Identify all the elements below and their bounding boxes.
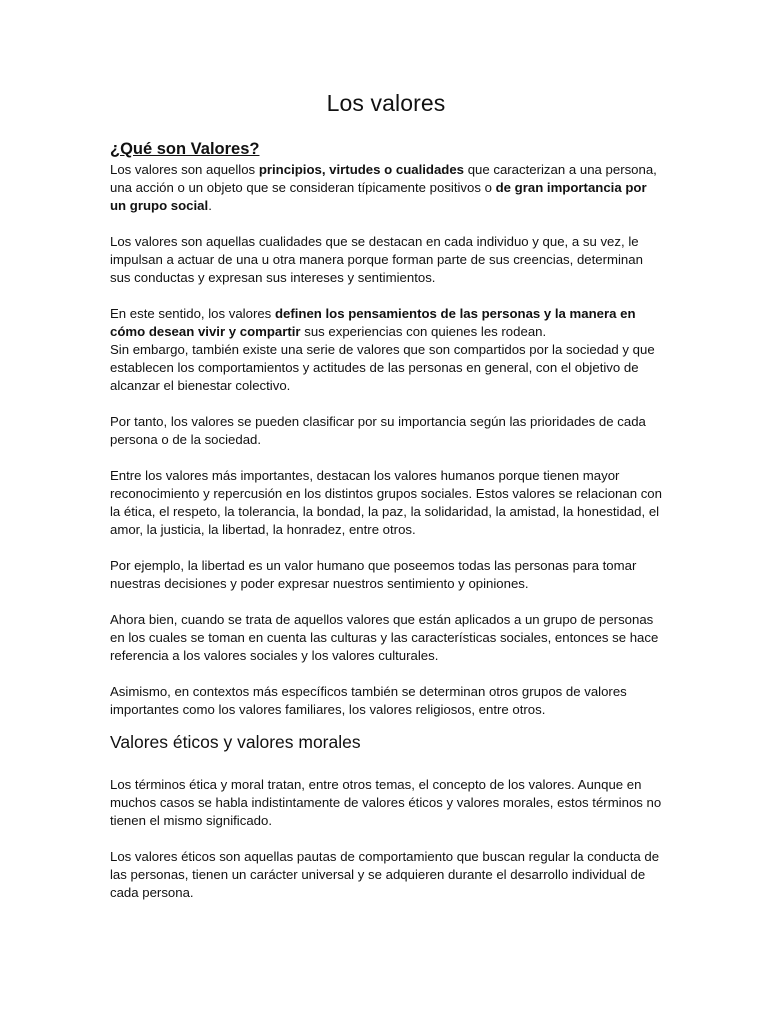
paragraph: Asimismo, en contextos más específicos también se determinan otros grupos de valores importantes como los valores familiares, los valores religiosos, entre otros. xyxy=(110,684,627,717)
paragraph: Sin embargo, también existe una serie de valores que son compartidos por la sociedad y que establecen los comportamientos y actitudes de las personas en general, con el objetivo de alcanzar el bienestar colectivo. xyxy=(110,342,655,393)
section-heading-que-son-valores: ¿Qué son Valores? xyxy=(110,140,260,158)
paragraph: Entre los valores más importantes, destacan los valores humanos porque tienen mayor reconocimiento y repercusión en los distintos grupos sociales. Estos valores se relacionan con la ética, el respeto, la tolerancia, la bondad, la paz, la solidaridad, la amistad, la honestidad, el amor, la justicia, la libertad, la honradez, entre otros. xyxy=(110,468,662,537)
paragraph: Los valores son aquellas cualidades que se destacan en cada individuo y que, a su vez, le impulsan a actuar de una u otra manera porque forman parte de sus creencias, determinan sus conductas y expresan sus intereses y sentimientos. xyxy=(110,234,643,285)
paragraph xyxy=(110,305,662,341)
document-page xyxy=(110,88,662,920)
paragraph: Los términos ética y moral tratan, entre otros temas, el concepto de los valores. Aunque en muchos casos se habla indistintamente de valores éticos y valores morales, estos términos no tienen el mismo significado. xyxy=(110,777,662,828)
section-heading-valores-eticos-morales: Valores éticos y valores morales xyxy=(110,732,361,752)
bold-text-run: de gran importancia por un grupo social xyxy=(110,180,647,213)
text-run: En este sentido, los valores xyxy=(110,306,275,321)
paragraph: Los valores éticos son aquellas pautas de comportamiento que buscan regular la conducta de las personas, tienen un carácter universal y se adquieren durante el desarrollo individual de cada persona. xyxy=(110,849,660,900)
paragraph: Ahora bien, cuando se trata de aquellos valores que están aplicados a un grupo de personas en los cuales se toman en cuenta las culturas y las características sociales, entonces se hace referencia a los valores sociales y los valores culturales. xyxy=(110,612,659,663)
text-run: sus experiencias con quienes les rodean. xyxy=(300,324,547,339)
paragraph: Por ejemplo, la libertad es un valor humano que poseemos todas las personas para tomar nuestras decisiones y poder expresar nuestros sentimiento y opiniones. xyxy=(110,558,637,591)
bold-text-run: principios, virtudes o cualidades xyxy=(258,162,465,177)
paragraph: Por tanto, los valores se pueden clasificar por su importancia según las prioridades de cada persona o de la sociedad. xyxy=(110,414,646,447)
bold-text-run: definen los pensamientos de las personas y la manera en cómo desean vivir y compartir xyxy=(110,306,636,339)
document-title: Los valores xyxy=(326,90,446,116)
text-run: . xyxy=(208,198,212,213)
text-run: que caracterizan a una persona, una acción o un objeto que se consideran típicamente positivos o xyxy=(110,162,657,195)
paragraph xyxy=(110,161,662,215)
text-run: Los valores son aquellos xyxy=(110,162,259,177)
